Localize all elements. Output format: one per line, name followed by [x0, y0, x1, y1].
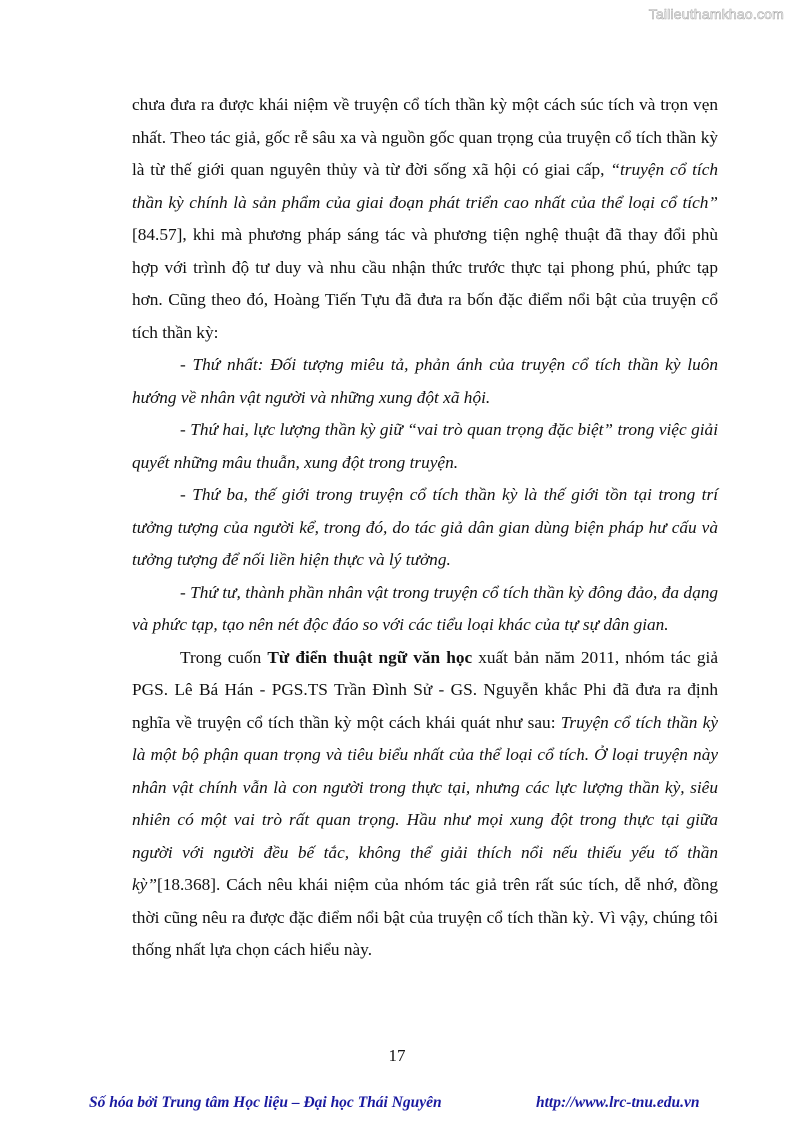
- list-item-second: - Thứ hai, lực lượng thần kỳ giữ “vai trò quan trọng đặc biệt” trong việc giải quyết những mâu thuẫn, xung đột trong truyện.: [132, 420, 718, 472]
- paragraph-definition-text-c: [18.368]. Cách nêu khái niệm của nhóm tác giả trên rất súc tích, dễ nhớ, đồng thời cũng nêu ra được đặc điểm nổi bật của truyện cổ tích thần kỳ. Vì vậy, chúng tôi thống nhất lựa chọn cách hiểu này.: [132, 875, 718, 959]
- paragraph-definition-text-b: xuất bản năm 2011, nhóm tác giả PGS. Lê Bá Hán - PGS.TS Trần Đình Sử - GS. Nguyễn khắc Phi đã đưa ra định nghĩa về truyện cổ tích thần kỳ một cách khái quát như sau:: [132, 647, 718, 732]
- paragraph-intro: [132, 89, 718, 349]
- paragraph-intro-text-a: chưa đưa ra được khái niệm về truyện cổ tích thần kỳ một cách súc tích và trọn vẹn nhất. Theo tác giả, gốc rễ sâu xa và nguồn gốc quan trọng của truyện cổ tích thần kỳ là từ thế giới quan nguyên thủy và từ đời sống xã hội có giai cấp,: [132, 95, 718, 179]
- page-number: 17: [388, 1046, 406, 1065]
- footer-publisher: Số hóa bởi Trung tâm Học liệu – Đại học Thái Nguyên: [89, 1094, 442, 1111]
- paragraph-definition-text-a: Trong cuốn: [180, 647, 268, 667]
- paragraph-intro-quote: “truyện cổ tích thần kỳ chính là sản phẩm của giai đoạn phát triển cao nhất của thể loại cổ tích”: [132, 160, 719, 212]
- paragraph-definition: [132, 642, 718, 967]
- watermark-text: Tailieuthamkhao.com: [648, 6, 784, 22]
- footer-url-link[interactable]: http://www.lrc-tnu.edu.vn: [536, 1094, 700, 1111]
- definition-quote: Truyện cổ tích thần kỳ là một bộ phận quan trọng và tiêu biểu nhất của thể loại cổ tích. Ở loại truyện này nhân vật chính vẫn là con người trong thực tại, nhưng các lực lượng thần kỳ, siêu nhiên có một vai trò rất quan trọng. Hầu như mọi xung đột trong thực tại giữa người với người đều bế tắc, không thể giải thích nổi nếu thiếu yếu tố thần kỳ”: [132, 712, 718, 894]
- list-item-third: - Thứ ba, thế giới trong truyện cổ tích thần kỳ là thế giới tồn tại trong trí tưởng tượng của người kể, trong đó, do tác giả dân gian dùng biện pháp hư cấu và tưởng tượng để nối liền hiện thực và lý tưởng.: [132, 485, 718, 569]
- paragraph-intro-text-b: [84.57], khi mà phương pháp sáng tác và phương tiện nghệ thuật đã thay đổi phù hợp với trình độ tư duy và nhu cầu nhận thức trước thực tại phong phú, phức tạp hơn. Cũng theo đó, Hoàng Tiến Tựu đã đưa ra bốn đặc điểm nổi bật của truyện cổ tích thần kỳ:: [132, 225, 718, 342]
- book-title: Từ điển thuật ngữ văn học: [267, 647, 473, 667]
- list-item-first: - Thứ nhất: Đối tượng miêu tả, phản ánh của truyện cổ tích thần kỳ luôn hướng về nhân vật người và những xung đột xã hội.: [132, 355, 718, 407]
- list-item-fourth: - Thứ tư, thành phần nhân vật trong truyện cổ tích thần kỳ đông đảo, đa dạng và phức tạp, tạo nên nét độc đáo so với các tiểu loại khác của tự sự dân gian.: [132, 582, 718, 634]
- page-body: [132, 89, 718, 967]
